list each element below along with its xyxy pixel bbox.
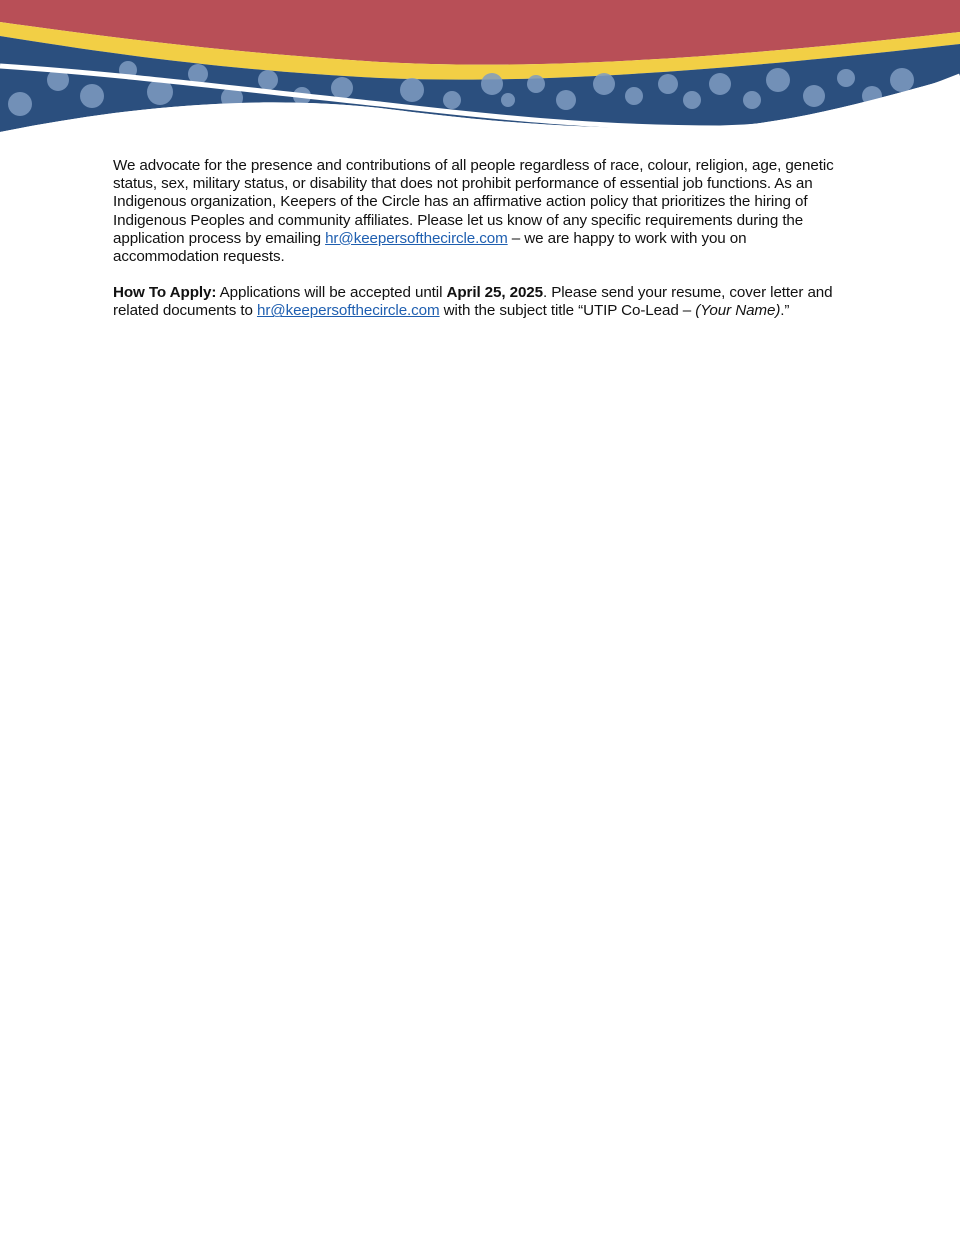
advocacy-paragraph [113, 157, 848, 266]
your-name-placeholder: (Your Name) [695, 302, 781, 320]
apply-text-1: Applications will be accepted until [216, 284, 447, 302]
application-deadline: April 25, 2025 [446, 284, 544, 302]
document-body [113, 157, 848, 339]
advocacy-text-end: – we are happy to work with you on accommodation requests. [113, 229, 747, 266]
apply-text-3: with the subject title “UTIP Co-Lead – [439, 302, 696, 320]
hr-email-link[interactable]: hr@keepersofthecircle.com [325, 229, 508, 247]
apply-email-link[interactable]: hr@keepersofthecircle.com [256, 302, 440, 320]
advocacy-text: We advocate for the presence and contributions of all people regardless of race, colour, religion, age, genetic status, sex, military status, or disability that does not prohibit performance of essential job functions. As an Indigenous organization, Keepers of the Circle has an affirmative action policy that prioritizes the hiring of Indigenous Peoples and community affiliates. Please let us know of any specific requirements during the application process by emailing [113, 157, 834, 247]
how-to-apply-paragraph [113, 284, 848, 320]
header-banner [0, 0, 960, 140]
how-to-apply-heading: How To Apply: [113, 284, 217, 302]
apply-text-4: .” [780, 302, 790, 320]
apply-text-2: . Please send your resume, cover letter and related documents to [113, 284, 833, 320]
